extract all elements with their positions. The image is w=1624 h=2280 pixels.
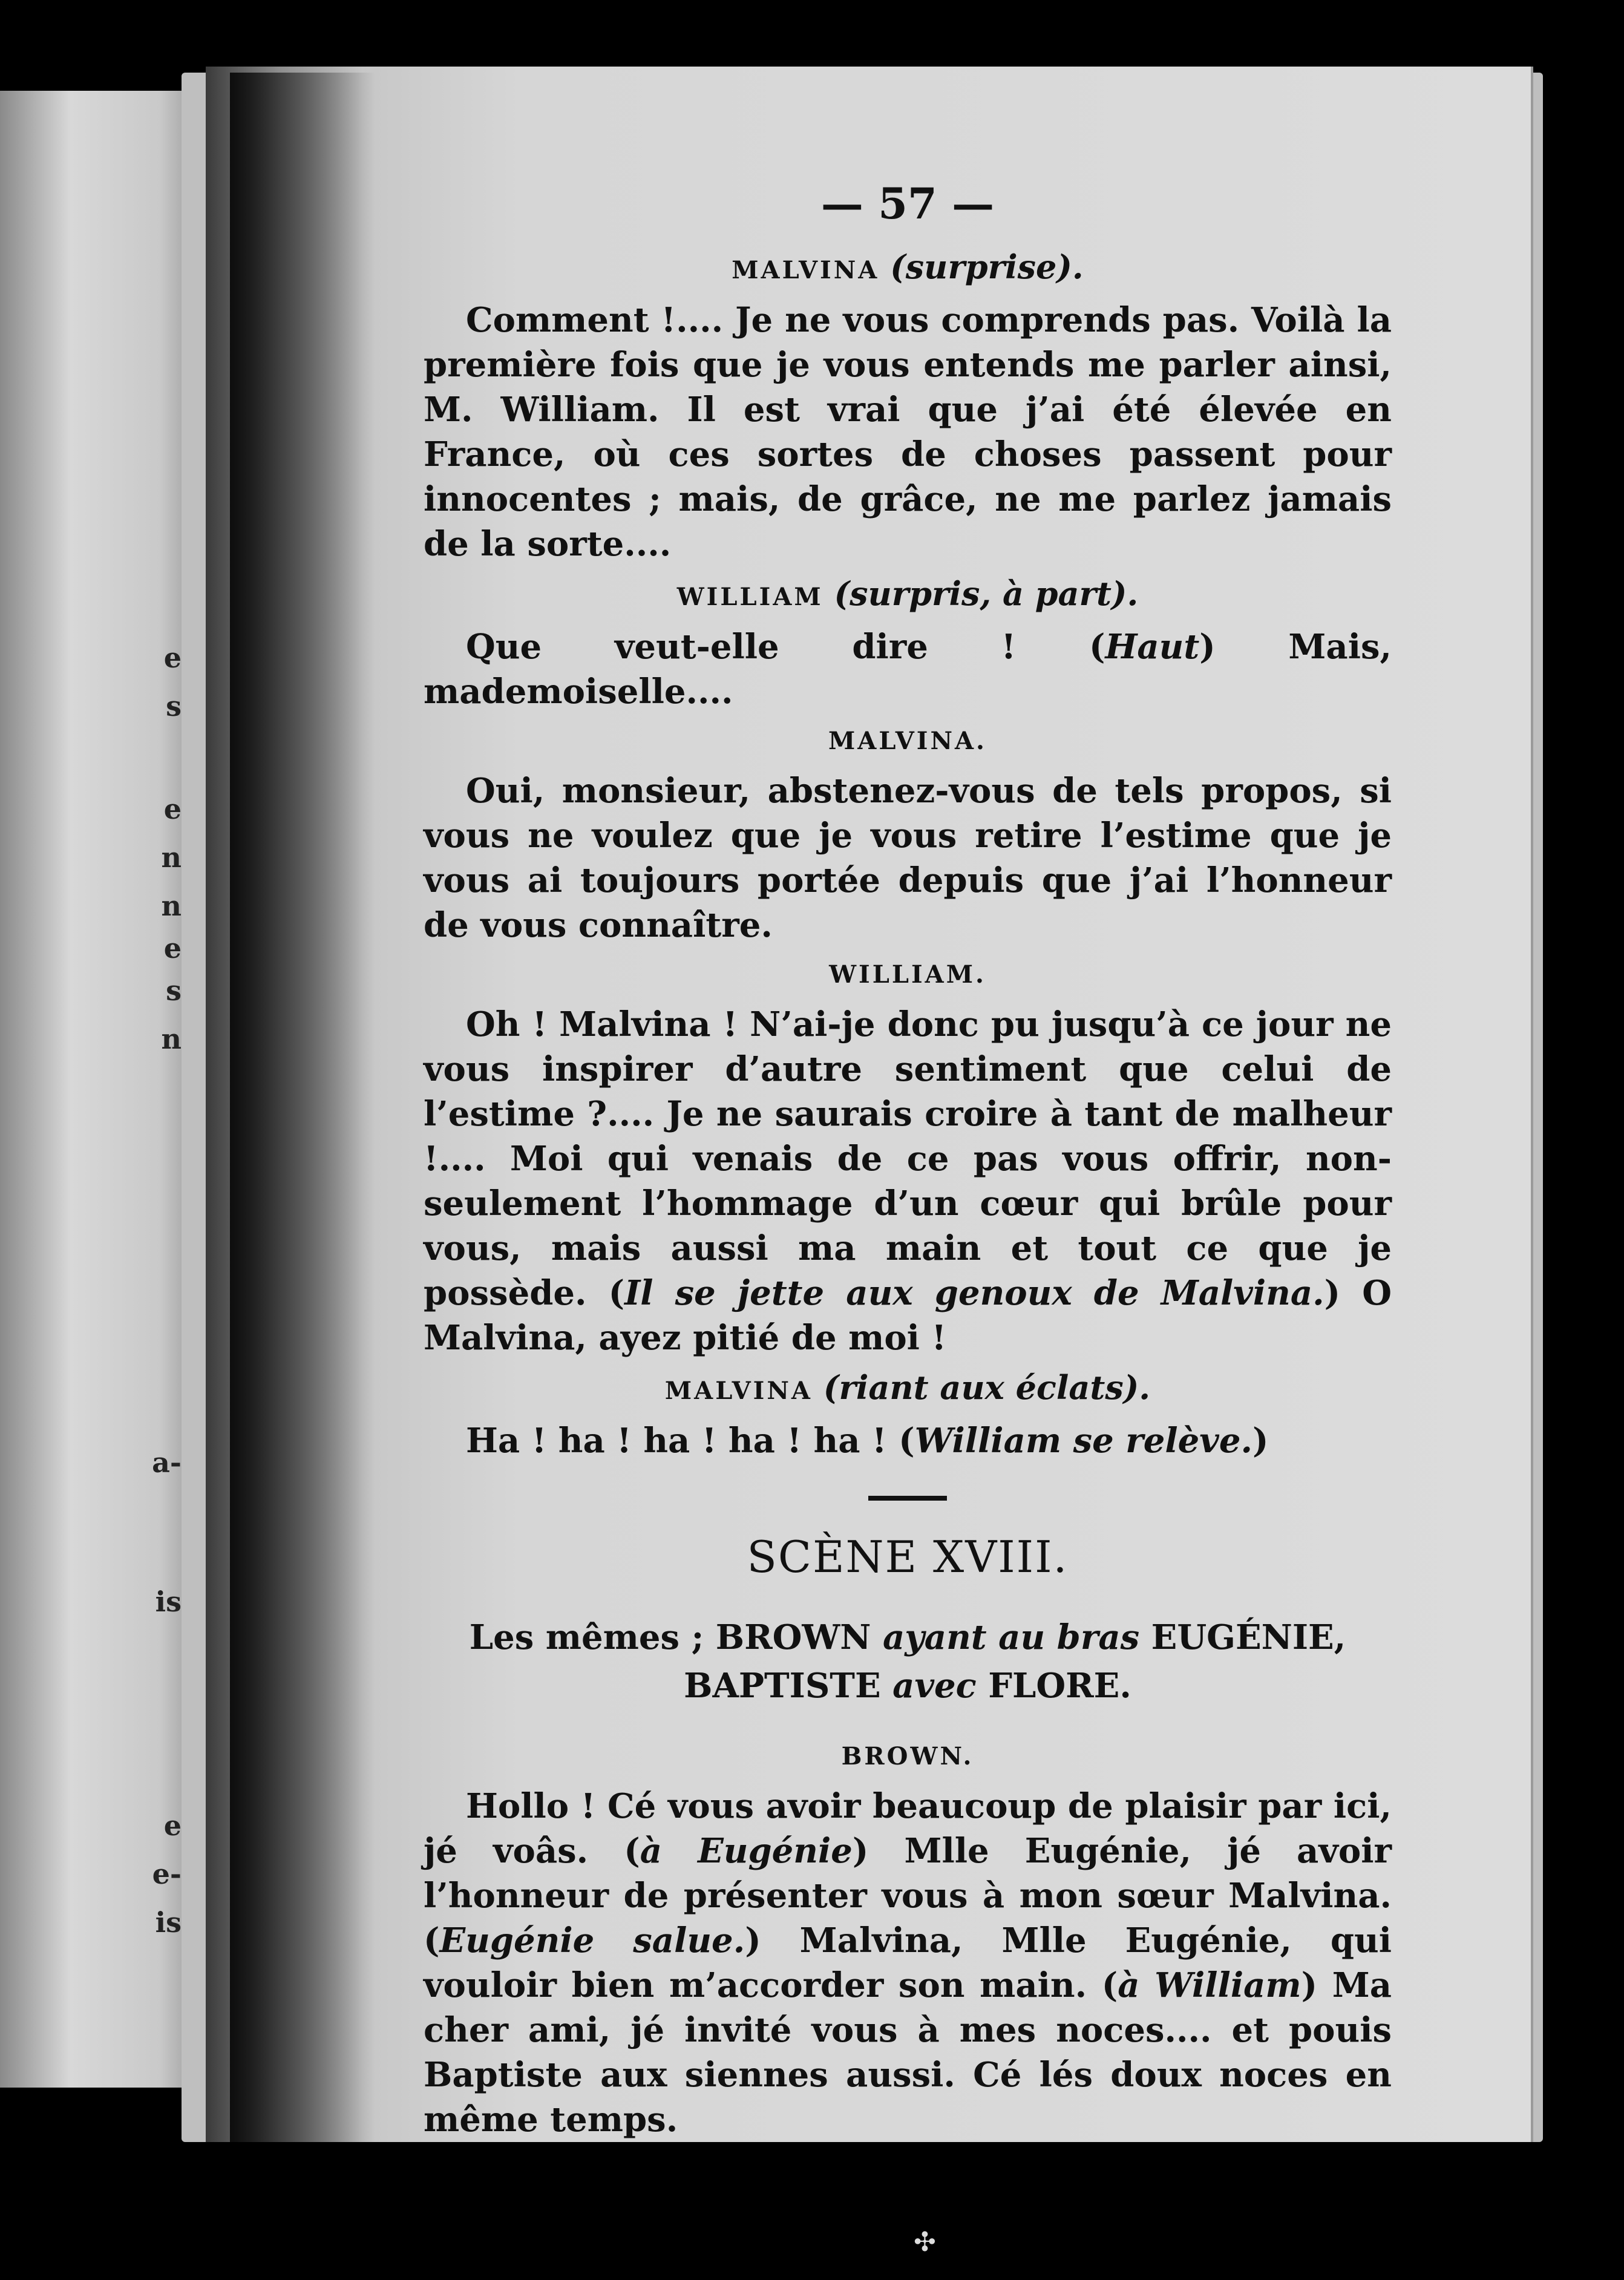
- edge-char: e: [163, 1809, 182, 1842]
- cast-line: [424, 1662, 1392, 1710]
- edge-char: n: [161, 889, 182, 922]
- stage-direction: Il se jette aux genoux de Malvina.: [624, 1273, 1324, 1313]
- edge-char: is: [155, 1585, 182, 1618]
- edge-char: e: [163, 793, 182, 825]
- speech-text: ): [1252, 1421, 1269, 1461]
- edge-char: n: [161, 1023, 182, 1055]
- edge-char: s: [166, 690, 182, 722]
- edge-char: s: [166, 974, 182, 1007]
- speaker-name: MALVINA: [664, 1377, 813, 1405]
- speech-text: ) Mlle Eugénie, jé avoir l’honneur de présenter vous à mon sœur Malvina. (: [424, 1831, 1392, 1961]
- edge-char: e: [163, 932, 182, 965]
- edge-char: a-: [152, 1446, 182, 1479]
- edge-char: e-: [152, 1858, 182, 1890]
- speech-text: ) O Malvina, ayez pitié de moi !: [424, 1273, 1392, 1358]
- speaker-name: BROWN.: [841, 1742, 974, 1771]
- speaker-name: MALVINA.: [828, 727, 987, 755]
- stage-direction: Haut: [1105, 627, 1200, 667]
- speaker-heading: [424, 1365, 1392, 1414]
- speech-paragraph: [424, 1784, 1392, 2142]
- speech-text: Hollo ! Cé vous avoir beaucoup de plaisir par ici, jé voâs. (: [424, 1786, 1392, 1871]
- cast-text: BAPTISTE: [684, 1666, 893, 1706]
- stage-direction: à William: [1118, 1965, 1301, 2005]
- speech-paragraph: Comment !.... Je ne vous comprends pas. Voilà la première fois que je vous entends me parler ainsi, M. William. Il est vrai que j’ai été élevée en France, où ces sortes de choses passent pour innocentes ; mais, de grâce, ne me parlez jamais de la sorte....: [424, 300, 1392, 564]
- speech-text: ) Malvina, Mlle Eugénie, qui vouloir bien m’accorder son main. (: [424, 1921, 1392, 2005]
- speaker-heading: [424, 571, 1392, 620]
- speaker-name: WILLIAM.: [829, 960, 986, 989]
- speaker-name: MALVINA: [732, 256, 880, 284]
- speech-paragraph: [424, 1002, 1392, 1360]
- speech-text: Ha ! ha ! ha ! ha ! ha ! (: [466, 1421, 915, 1461]
- speech-text: Que veut-elle dire ! (: [466, 627, 1105, 667]
- cast-direction: ayant au bras: [882, 1617, 1140, 1657]
- stage-direction: à Eugénie: [640, 1831, 853, 1871]
- cast-direction: avec: [892, 1666, 977, 1706]
- cast-line: [424, 1613, 1392, 1662]
- cast-list: [424, 1613, 1392, 1710]
- edge-char: n: [161, 841, 182, 874]
- section-divider: [868, 1496, 947, 1501]
- speaker-name: WILLIAM: [676, 583, 823, 611]
- previous-page-edge: [0, 91, 200, 2088]
- cast-text: Les mêmes ; BROWN: [469, 1617, 883, 1657]
- speaker-heading: [424, 719, 1392, 764]
- scene-title: SCÈNE XVIII.: [747, 1531, 1069, 1582]
- page-number: — 57 —: [820, 179, 995, 229]
- speaker-heading: [424, 1734, 1392, 1779]
- speech-text: ) Mais, mademoiselle....: [424, 627, 1392, 712]
- speaker-heading: [424, 952, 1392, 997]
- speaker-heading: [424, 244, 1392, 293]
- speech-paragraph: [424, 1418, 1392, 1463]
- stage-direction: (surpris, à part).: [834, 574, 1139, 613]
- speech-text: ) Ma cher ami, jé invité vous à mes noces.... et pouis Baptiste aux siennes aussi. Cé lés doux noces en même temps.: [424, 1965, 1392, 2140]
- page-content: [424, 179, 1392, 2147]
- stage-direction: (riant aux éclats).: [823, 1368, 1151, 1407]
- speech-paragraph: [424, 624, 1392, 714]
- stage-direction: Eugénie salue.: [439, 1921, 745, 1961]
- binding-shadow: [230, 73, 375, 2142]
- edge-char: e: [163, 641, 182, 674]
- cast-text: FLORE.: [976, 1666, 1131, 1706]
- stage-direction: William se relève.: [914, 1421, 1252, 1461]
- speech-paragraph: Oui, monsieur, abstenez-vous de tels propos, si vous ne voulez que je vous retire l’estime que je vous ai toujours portée depuis que j’ai l’honneur de vous connaître.: [424, 771, 1392, 945]
- scan-mark-icon: ✣: [914, 2227, 936, 2258]
- edge-char: is: [155, 1906, 182, 1939]
- speech-text: Oh ! Malvina ! N’ai-je donc pu jusqu’à ce jour ne vous inspirer d’autre sentiment que celui de l’estime ?.... Je ne saurais croire à tant de malheur !.... Moi qui venais de ce pas vous offrir, non-seulement l’hommage d’un cœur qui brûle pour vous, mais aussi ma main et tout ce que je possède. (: [424, 1004, 1392, 1313]
- stage-direction: (surprise).: [890, 247, 1084, 286]
- cast-text: EUGÉNIE,: [1139, 1617, 1346, 1657]
